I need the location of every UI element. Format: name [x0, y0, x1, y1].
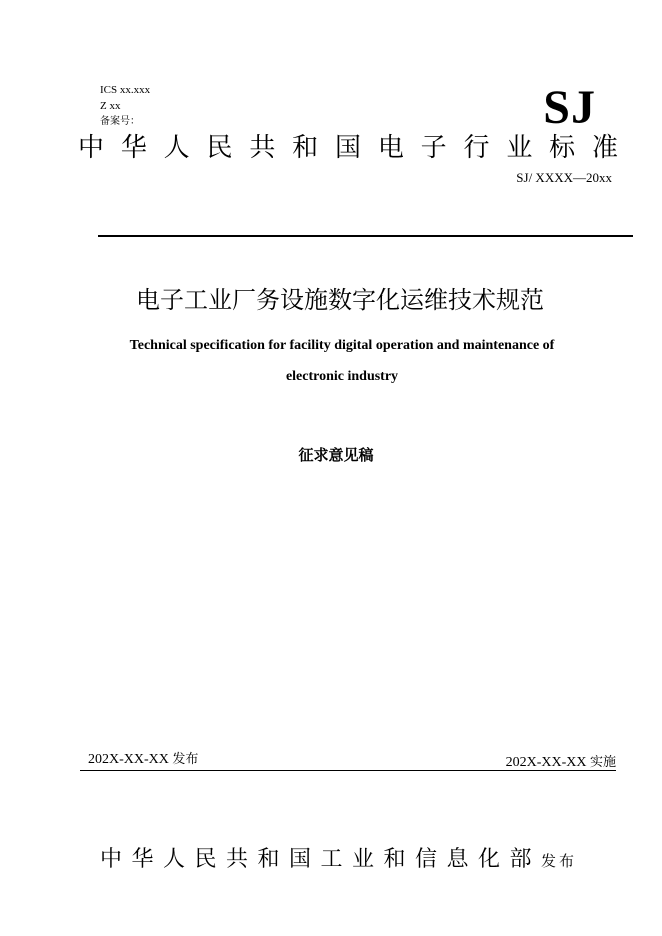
implement-label: 实施	[589, 755, 616, 770]
record-number-label: 备案号：	[100, 116, 140, 127]
release-date-block	[88, 748, 198, 768]
release-label: 发布	[172, 752, 199, 767]
date-divider	[80, 770, 616, 771]
release-date: 202X-XX-XX	[88, 752, 169, 767]
document-title-english	[0, 330, 662, 392]
sj-logo: SJ	[543, 81, 596, 134]
publisher	[100, 842, 577, 873]
publisher-name: 中华人民共和国工业和信息化部	[100, 847, 542, 872]
implement-date: 202X-XX-XX	[505, 755, 587, 770]
draft-status: 征求意见稿	[298, 446, 374, 464]
implement-date-block	[506, 751, 616, 771]
publisher-action: 发布	[541, 852, 578, 870]
standard-code: SJ/ XXXX—20xx	[516, 170, 612, 185]
english-title-line-1: Technical specification for facility digital operation and maintenance of	[129, 338, 555, 353]
classification-code: Z xx	[100, 100, 121, 112]
standard-type-title: 中华人民共和国电子行业标准	[78, 133, 618, 163]
english-title-line-2: electronic industry	[285, 369, 399, 384]
document-title-chinese: 电子工业厂务设施数字化运维技术规范	[136, 286, 544, 314]
header-divider	[98, 235, 633, 237]
ics-code: ICS xx.xxx	[100, 84, 151, 96]
